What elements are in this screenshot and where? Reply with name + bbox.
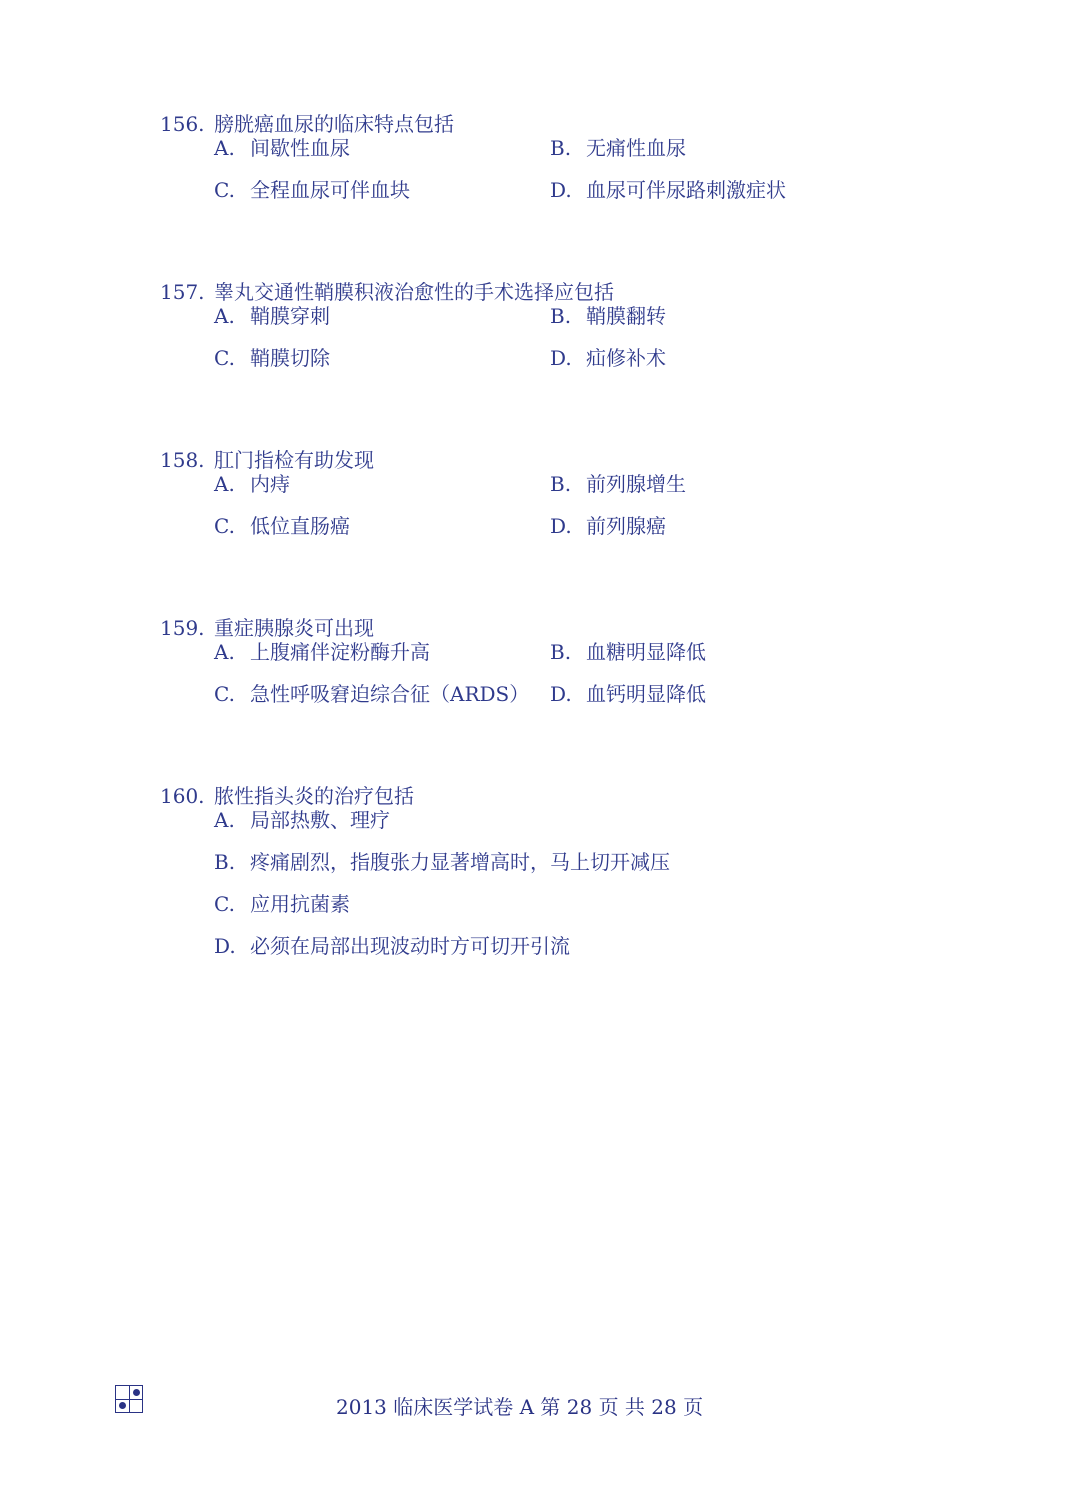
option-text: 急性呼吸窘迫综合征（ARDS）	[250, 682, 530, 706]
option-a	[214, 304, 330, 328]
option-text: 无痛性血尿	[586, 136, 686, 160]
option-d	[550, 682, 706, 706]
question-number: 159.	[160, 616, 205, 640]
option-b	[550, 472, 686, 496]
option-row	[160, 682, 960, 724]
option-row	[160, 346, 960, 388]
option-d	[550, 346, 666, 370]
option-c	[214, 682, 529, 706]
question-stem	[160, 616, 960, 640]
option-letter: A.	[214, 472, 235, 496]
option-row	[160, 640, 960, 682]
option-letter: A.	[214, 640, 235, 664]
question-text: 睾丸交通性鞘膜积液治愈性的手术选择应包括	[214, 280, 614, 304]
option-letter: B.	[550, 136, 572, 160]
option-text: 前列腺增生	[586, 472, 686, 496]
option-c	[214, 892, 350, 916]
option-d	[550, 514, 666, 538]
option-d	[550, 178, 786, 202]
question-number: 156.	[160, 112, 205, 136]
question-stem	[160, 784, 960, 808]
question-number: 158.	[160, 448, 205, 472]
option-text: 疼痛剧烈，指腹张力显著增高时，马上切开减压	[250, 850, 670, 874]
option-letter: C.	[214, 892, 235, 916]
question-number: 157.	[160, 280, 205, 304]
option-text: 血钙明显降低	[586, 682, 706, 706]
option-b	[550, 136, 686, 160]
option-c	[214, 346, 330, 370]
question-text: 脓性指头炎的治疗包括	[214, 784, 414, 808]
option-row	[160, 178, 960, 220]
option-letter: C.	[214, 682, 235, 706]
option-letter: A.	[214, 304, 235, 328]
question-stem	[160, 112, 960, 136]
option-text: 必须在局部出现波动时方可切开引流	[250, 934, 570, 958]
question-text: 膀胱癌血尿的临床特点包括	[214, 112, 454, 136]
option-a	[214, 640, 430, 664]
option-b	[550, 640, 706, 664]
option-text: 血尿可伴尿路刺激症状	[586, 178, 786, 202]
option-text: 血糖明显降低	[586, 640, 706, 664]
option-text: 内痔	[250, 472, 290, 496]
option-letter: D.	[550, 178, 572, 202]
option-text: 鞘膜翻转	[586, 304, 666, 328]
option-d	[214, 934, 570, 958]
option-letter: C.	[214, 514, 235, 538]
option-row	[160, 304, 960, 346]
question-stem	[160, 280, 960, 304]
option-letter: D.	[550, 346, 572, 370]
question-number: 160.	[160, 784, 205, 808]
option-row	[160, 514, 960, 556]
option-b	[214, 850, 670, 874]
question-text: 重症胰腺炎可出现	[214, 616, 374, 640]
option-text: 鞘膜切除	[250, 346, 330, 370]
option-letter: C.	[214, 178, 235, 202]
option-letter: A.	[214, 808, 235, 832]
option-text: 前列腺癌	[586, 514, 666, 538]
option-letter: B.	[550, 304, 572, 328]
option-letter: B.	[214, 850, 236, 874]
option-row	[160, 850, 960, 892]
option-text: 上腹痛伴淀粉酶升高	[250, 640, 430, 664]
option-row	[160, 934, 960, 976]
option-text: 鞘膜穿刺	[250, 304, 330, 328]
option-letter: D.	[550, 682, 572, 706]
option-letter: B.	[550, 472, 572, 496]
option-text: 间歇性血尿	[250, 136, 350, 160]
option-letter: D.	[214, 934, 236, 958]
option-text: 应用抗菌素	[250, 892, 350, 916]
option-letter: A.	[214, 136, 235, 160]
option-row	[160, 892, 960, 934]
question-157	[160, 280, 960, 388]
footer-text: 2013 临床医学试卷 A 第 28 页 共 28 页	[336, 1395, 704, 1419]
question-text: 肛门指检有助发现	[214, 448, 374, 472]
option-letter: B.	[550, 640, 572, 664]
question-160	[160, 784, 960, 976]
option-text: 低位直肠癌	[250, 514, 350, 538]
option-a	[214, 472, 290, 496]
option-row	[160, 472, 960, 514]
option-text: 疝修补术	[586, 346, 666, 370]
question-156	[160, 112, 960, 220]
option-text: 局部热敷、理疗	[250, 808, 390, 832]
option-letter: D.	[550, 514, 572, 538]
option-c	[214, 178, 410, 202]
option-b	[550, 304, 666, 328]
option-text: 全程血尿可伴血块	[250, 178, 410, 202]
option-c	[214, 514, 350, 538]
question-stem	[160, 448, 960, 472]
option-a	[214, 136, 350, 160]
option-a	[214, 808, 390, 832]
question-159	[160, 616, 960, 724]
option-row	[160, 808, 960, 850]
option-row	[160, 136, 960, 178]
page-footer	[0, 1393, 1086, 1421]
question-158	[160, 448, 960, 556]
option-letter: C.	[214, 346, 235, 370]
